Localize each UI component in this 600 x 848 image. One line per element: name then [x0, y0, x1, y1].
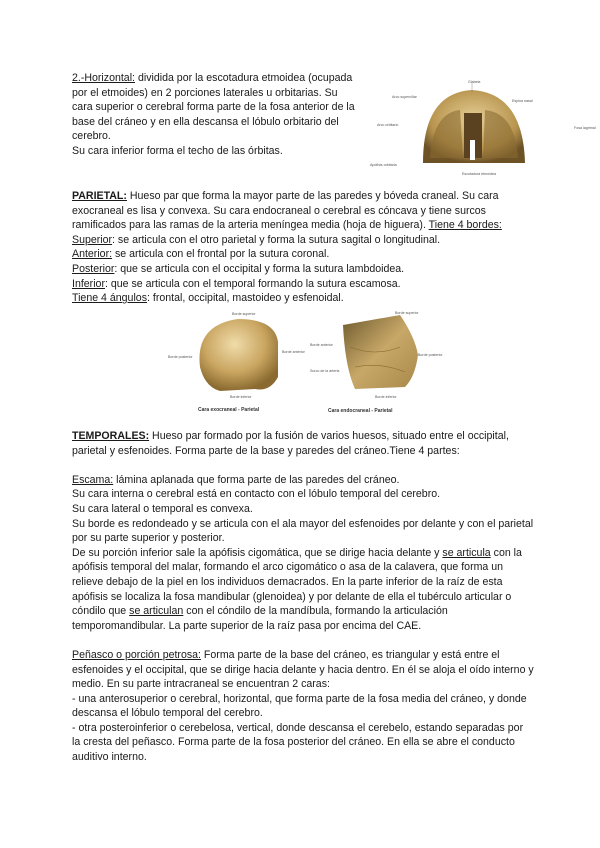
escama-l4 [72, 546, 534, 634]
label-arco-superciliar: Arco superciliar [392, 95, 417, 99]
frontal-bone-figure [365, 78, 600, 178]
angulos-label: Tiene 4 ángulos [72, 292, 147, 305]
temporales-heading: TEMPORALES: [72, 430, 150, 442]
horizontal-line2: Su cara inferior forma el techo de las órbitas. [72, 144, 283, 157]
left-label-2: Borde anterior [282, 350, 305, 354]
escama-l1: Su cara interna o cerebral está en contacto con el lóbulo temporal del cerebro. [72, 488, 441, 501]
penasco-text: Forma parte de la base del cráneo, es triangular y está entre el esfenoides y el occipital, que se dirige hacia delante y hacia dentro. En él se aloja el oído interno y medio. En su parte intracraneal se encuentran 2 caras: [72, 648, 534, 691]
l4c: con el cóndilo de la mandíbula, formando la articulación temporomandibular. La parte superior de la raíz pasa por encima del CAE. [72, 605, 448, 632]
temporales-text: Hueso par formado por la fusión de varios huesos, situado entre el occipital, parietal y esfenoides. Forma parte de la base y paredes del cráneo.Tiene 4 partes: [72, 430, 509, 457]
left-caption: Cara exocraneal - Parietal [198, 407, 260, 413]
horizontal-text: dividida por la escotadura etmoidea (ocupada por el etmoides) en 2 porciones laterales u orbitarias. Su cara superior o cerebral forma parte de la fosa anterior de la base del cráneo y en ella descansa el lóbulo orbitario del cerebro. [72, 72, 355, 143]
anterior-text: se articula con el frontal por la sutura coronal. [112, 248, 330, 261]
angulos-text: : frontal, occipital, mastoideo y esfenoidal. [147, 292, 344, 305]
right-label-2: Borde posterior [418, 353, 443, 357]
horizontal-paragraph [72, 71, 357, 144]
label-apofisis-orbitaria: Apófisis orbitaria [370, 163, 397, 167]
penasco-cara-1: - una anterosuperior o cerebral, horizontal, que forma parte de la fosa media del cráneo, y donde descansa el lóbulo temporal del cerebro. [72, 692, 527, 720]
escama-text: lámina aplanada que forma parte de las paredes del cráneo. [113, 473, 400, 486]
parietal-posterior [72, 262, 534, 277]
parietal-bones-image [160, 307, 450, 413]
parietal-text: Hueso par que forma la mayor parte de las paredes y bóveda craneal. Su cara exocraneal es lisa y convexa. Su cara endocraneal o cerebral es cóncava y tiene surcos ramificados para las ramas de la arteria meníngea media (hoja de higuera). [72, 190, 499, 232]
right-label-1: Borde anterior [310, 343, 333, 347]
posterior-label: Posterior [72, 262, 115, 275]
parietal-bordes-label: Tiene 4 bordes: [428, 219, 502, 232]
superior-text: : se articula con el otro parietal y forma la sutura sagital o longitudinal. [112, 233, 441, 246]
parietal-angulos [72, 291, 534, 306]
inferior-label: Inferior [72, 277, 105, 290]
parietal-inferior [72, 277, 534, 292]
label-fosa-lagrimal: Fosa lagrimal [574, 126, 596, 130]
escama-l3: Su borde es redondeado y se articula con el ala mayor del esfenoides por delante y con el parietal por su parte superior y posterior. [72, 517, 534, 545]
frontal-bone-image [365, 78, 600, 178]
l4b: con la apófisis temporal del malar, formando el arco cigomático o asa de la calavera, que forma un relieve debajo de la piel en los individuos demacrados. En la parte inferior de la raíz de esta apófisis se localiza la fosa mandibular (glenoidea) y por delante de ella el tubérculo articular o cóndilo que [72, 546, 522, 618]
left-label-3: Borde inferior [230, 395, 252, 399]
parietal-figure [160, 307, 450, 413]
right-label-4: Borde inferior [375, 395, 397, 399]
escama-l2: Su cara lateral o temporal es convexa. [72, 502, 253, 515]
penasco-label: Peñasco o porción petrosa: [72, 648, 201, 661]
label-glabela: Glabela [468, 80, 481, 84]
parietal-anterior [72, 247, 534, 262]
l4u: se articula [442, 546, 491, 559]
parietal-section [72, 189, 534, 306]
penasco-line [72, 648, 534, 692]
temporales-section [72, 429, 534, 765]
label-espina-nasal: Espina nasal [512, 99, 533, 103]
horizontal-section [72, 71, 357, 159]
parietal-superior [72, 233, 534, 248]
right-caption: Cara endocraneal - Parietal [328, 408, 393, 414]
penasco-cara-2: - otra posteroinferior o cerebelosa, vertical, donde descansa el cerebelo, estando separadas por la cresta del peñasco. Forma parte de la fosa posterior del cráneo. En ella se abre el conducto auditivo interno. [72, 721, 524, 764]
left-label-1: Borde posterior [168, 355, 193, 359]
label-arco-orbitario: Arco orbitario [377, 123, 399, 127]
anterior-label: Anterior: [72, 248, 113, 261]
left-label-0: Borde superior [232, 312, 256, 316]
escama-label: Escama: [72, 473, 114, 486]
temporales-paragraph [72, 429, 534, 458]
label-escotadura-etmoidea: Escotadura etmoidea [462, 172, 496, 176]
parietal-paragraph [72, 189, 534, 233]
escama-line [72, 473, 534, 488]
l4a: De su porción inferior sale la apófisis cigomática, que se dirige hacia delante y [72, 546, 443, 559]
superior-label: Superior [72, 233, 113, 246]
l4u2: se articulan [129, 605, 184, 618]
inferior-text: : que se articula con el temporal formando la sutura escamosa. [104, 277, 401, 290]
right-label-3: Surco de la arteria [310, 369, 340, 373]
posterior-text: : que se articula con el occipital y forma la sutura lambdoidea. [114, 262, 405, 275]
horizontal-heading: 2.-Horizontal: [72, 72, 135, 84]
right-label-0: Borde superior [395, 311, 419, 315]
parietal-heading: PARIETAL: [72, 190, 127, 202]
